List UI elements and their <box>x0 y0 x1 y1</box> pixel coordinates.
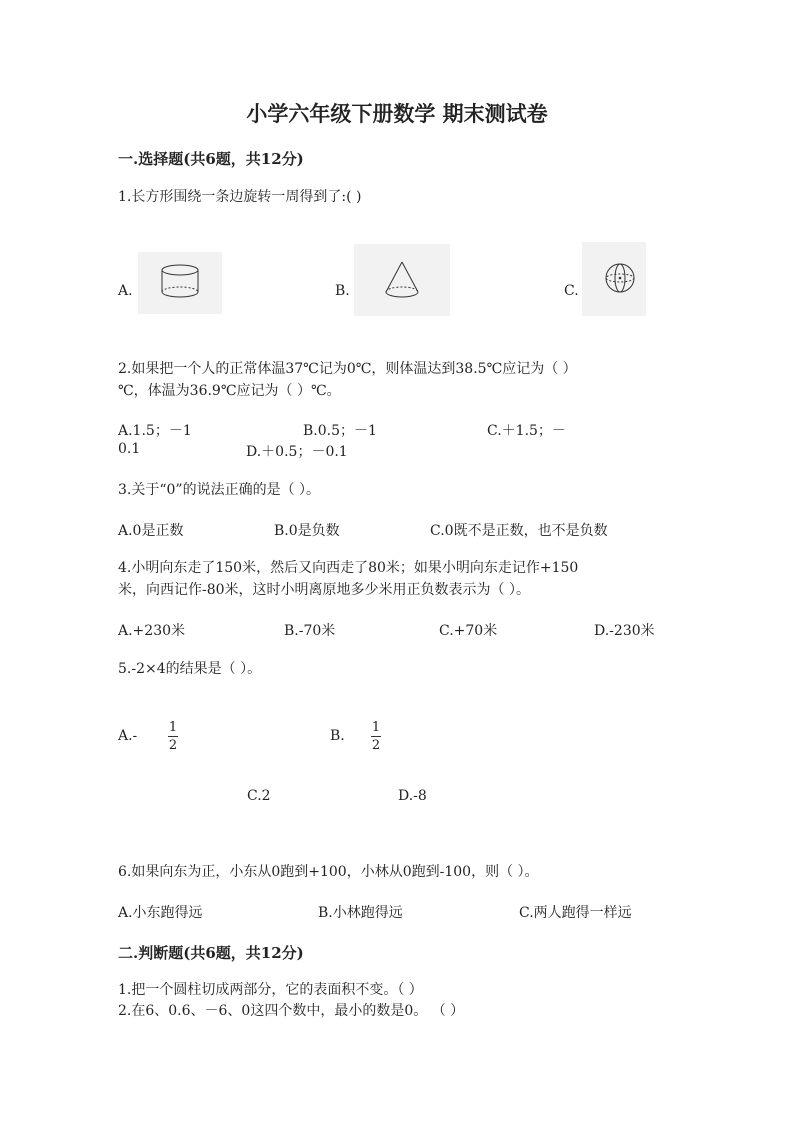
section-heading-choice: 一.选择题(共6题，共12分) <box>118 150 304 168</box>
question-1-option-c-label: C. <box>564 283 579 299</box>
question-6-option-b: B.小林跑得远 <box>318 905 403 921</box>
question-4-text-line1: 4.小明向东走了150米，然后又向西走了80米；如果小明向东走记作+150 <box>118 560 579 576</box>
question-5-option-b: B. <box>330 728 345 744</box>
fraction-numerator: 1 <box>371 720 381 735</box>
question-4-text-line2: 米，向西记作-80米，这时小明离原地多少米用正负数表示为（ ）。 <box>118 582 530 598</box>
question-5-option-d: D.-8 <box>398 788 427 804</box>
question-4-option-c: C.+70米 <box>439 623 498 639</box>
question-2-option-b: B.0.5；－1 <box>303 423 377 439</box>
question-1-option-a-label: A. <box>118 283 133 299</box>
question-3-text: 3.关于“0”的说法正确的是（ ）。 <box>118 482 321 498</box>
question-2-option-d: D.＋0.5；－0.1 <box>246 444 348 460</box>
sphere-icon <box>582 242 646 316</box>
question-5-option-c: C.2 <box>247 788 271 804</box>
fraction-denominator: 2 <box>371 738 381 753</box>
judgement-item-2: 2.在6、0.6、－6、0这四个数中，最小的数是0。 （ ） <box>118 1003 465 1019</box>
question-1-option-b-label: B. <box>335 283 350 299</box>
fraction-bar <box>371 736 381 737</box>
fraction-numerator: 1 <box>168 720 178 735</box>
cylinder-icon <box>138 252 222 314</box>
question-3-option-c: C.0既不是正数，也不是负数 <box>430 523 608 539</box>
question-5-option-a-fraction <box>168 721 178 752</box>
question-3-option-b: B.0是负数 <box>274 523 340 539</box>
question-5-option-a: A.- <box>118 728 138 744</box>
cone-icon <box>354 244 450 316</box>
question-2-option-c: C.＋1.5；－ <box>487 423 566 439</box>
question-2-option-c-continued: 0.1 <box>118 441 141 457</box>
fraction-denominator: 2 <box>168 738 178 753</box>
question-2-text-line1: 2.如果把一个人的正常体温37℃记为0℃，则体温达到38.5℃应记为（ ） <box>118 361 577 377</box>
question-6-option-a: A.小东跑得远 <box>118 905 203 921</box>
question-6-text: 6.如果向东为正，小东从0跑到+100，小林从0跑到-100，则（ ）。 <box>118 864 539 880</box>
question-5-text: 5.-2×4的结果是（ ）。 <box>118 661 262 677</box>
section-heading-judgement: 二.判断题(共6题，共12分) <box>118 944 304 962</box>
question-6-option-c: C.两人跑得一样远 <box>519 905 632 921</box>
question-4-option-a: A.+230米 <box>118 623 186 639</box>
question-4-option-b: B.-70米 <box>284 623 336 639</box>
fraction-bar <box>168 736 178 737</box>
judgement-item-1: 1.把一个圆柱切成两部分，它的表面积不变。（ ） <box>118 982 423 998</box>
question-2-option-a: A.1.5；－1 <box>118 423 192 439</box>
question-1-text: 1.长方形围绕一条边旋转一周得到了:( ) <box>118 189 362 205</box>
question-4-option-d: D.-230米 <box>594 623 655 639</box>
question-3-option-a: A.0是正数 <box>118 523 184 539</box>
question-5-option-b-fraction <box>371 721 381 752</box>
page-title: 小学六年级下册数学 期末测试卷 <box>246 101 548 126</box>
question-2-text-line2: ℃，体温为36.9℃应记为（ ）℃。 <box>118 383 341 399</box>
